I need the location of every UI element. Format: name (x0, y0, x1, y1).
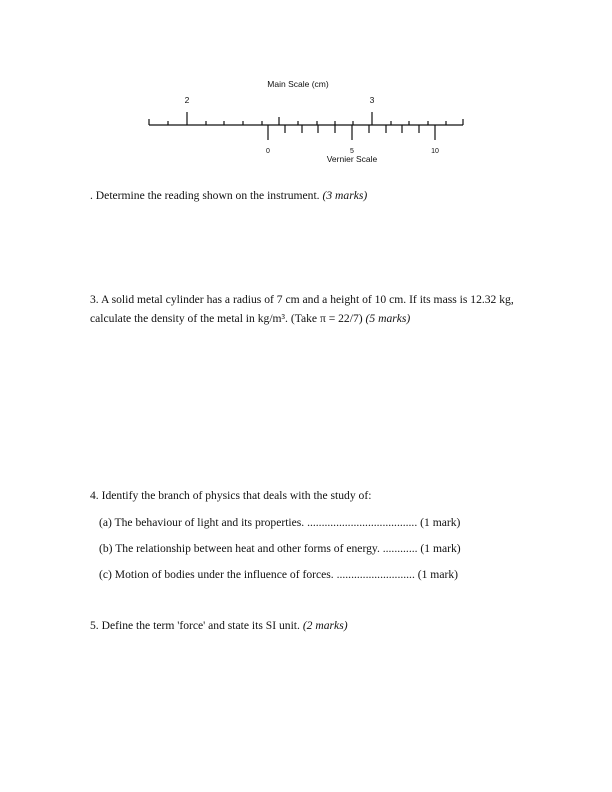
question-2 (90, 186, 530, 205)
vernier-scale-title: Vernier Scale (326, 154, 378, 164)
vernier-label-0: 0 (266, 148, 270, 155)
question-4-text: 4. Identify the branch of physics that deals with the study of: (90, 489, 372, 502)
question-5 (90, 616, 530, 635)
question-4-part-a: (a) The behaviour of light and its properties. ...................................... (1 mark) (99, 516, 461, 529)
main-scale-title: Main Scale (cm) (267, 79, 329, 89)
question-5-text: 5. Define the term 'force' and state its SI unit. (90, 619, 303, 632)
main-scale-label-3: 3 (369, 95, 375, 105)
question-3-marks: (5 marks) (365, 312, 411, 325)
question-5-marks: (2 marks) (302, 619, 348, 632)
vernier-label-5: 5 (350, 148, 354, 155)
main-scale-label-2: 2 (184, 95, 190, 105)
question-3-text: 3. A solid metal cylinder has a radius of 7 cm and a height of 10 cm. If its mass is 12.32 kg, calculate the density of the metal in kg/m³. (Take π = 22/7) (90, 293, 514, 325)
question-4-part-b: (b) The relationship between heat and other forms of energy. ............ (1 mark) (99, 542, 461, 555)
vernier-scale-diagram (0, 0, 612, 180)
question-2-marks: (3 marks) (322, 189, 368, 202)
question-4 (90, 486, 530, 505)
vernier-label-10: 10 (431, 148, 439, 155)
question-2-text: . Determine the reading shown on the instrument. (90, 189, 323, 202)
question-3 (90, 290, 522, 328)
question-4-part-c: (c) Motion of bodies under the influence of forces. ........................... (1 mark) (99, 568, 458, 581)
